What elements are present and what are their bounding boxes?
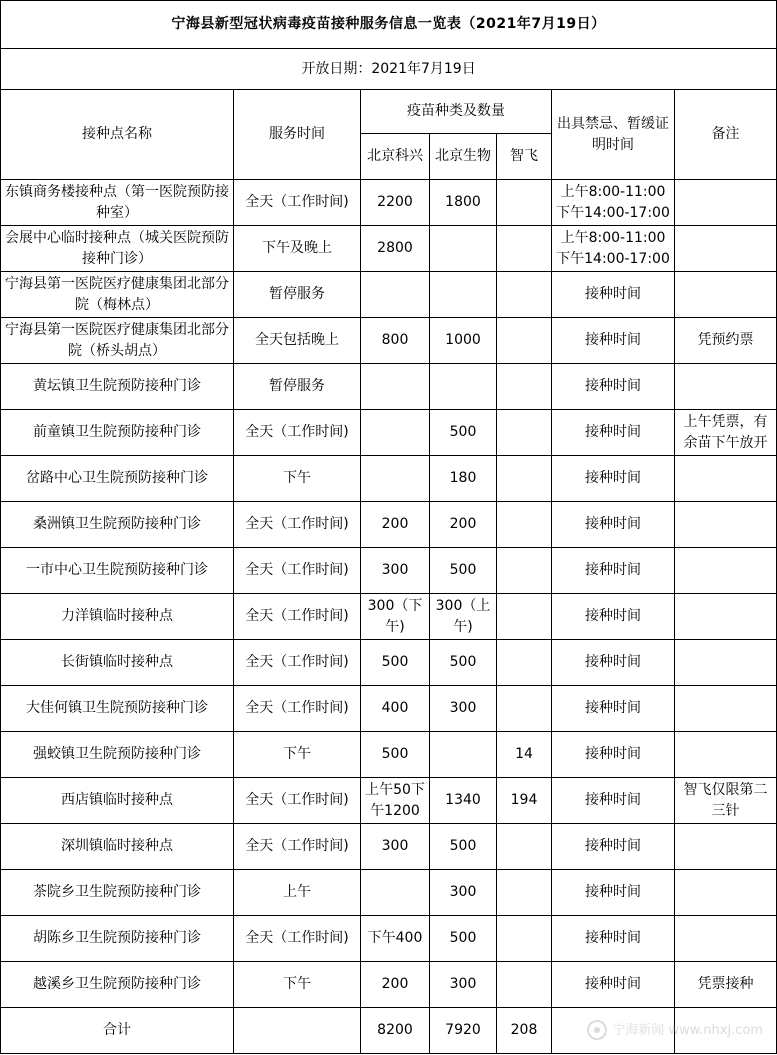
- shengwu-quantity-cell: 500: [430, 640, 497, 686]
- note-cell: [675, 272, 777, 318]
- page-title: 宁海县新型冠状病毒疫苗接种服务信息一览表（2021年7月19日）: [1, 1, 777, 49]
- note-cell: [675, 686, 777, 732]
- header-service-time: 服务时间: [234, 90, 361, 180]
- zhifei-quantity-cell: [497, 272, 552, 318]
- zhifei-quantity-cell: [497, 686, 552, 732]
- table-row: [1, 732, 777, 778]
- site-name-cell: 会展中心临时接种点（城关医院预防接种门诊）: [1, 226, 234, 272]
- site-name-cell: 大佳何镇卫生院预防接种门诊: [1, 686, 234, 732]
- shengwu-quantity-cell: 300: [430, 870, 497, 916]
- shengwu-quantity-cell: [430, 272, 497, 318]
- note-cell: [675, 226, 777, 272]
- note-cell: 凭预约票: [675, 318, 777, 364]
- table-row: [1, 548, 777, 594]
- note-cell: [675, 732, 777, 778]
- service-time-cell: 全天包括晚上: [234, 318, 361, 364]
- total-kexing-cell: 8200: [361, 1008, 430, 1054]
- certificate-time-cell: 接种时间: [552, 686, 675, 732]
- table-row: [1, 364, 777, 410]
- header-vaccine-group: 疫苗种类及数量: [361, 90, 552, 134]
- kexing-quantity-cell: 500: [361, 732, 430, 778]
- site-name-cell: 前童镇卫生院预防接种门诊: [1, 410, 234, 456]
- certificate-time-cell: 接种时间: [552, 962, 675, 1008]
- kexing-quantity-cell: 500: [361, 640, 430, 686]
- site-name-cell: 宁海县第一医院医疗健康集团北部分院（梅林点）: [1, 272, 234, 318]
- site-name-cell: 东镇商务楼接种点（第一医院预防接种室）: [1, 180, 234, 226]
- site-name-cell: 一市中心卫生院预防接种门诊: [1, 548, 234, 594]
- service-time-cell: 全天（工作时间): [234, 594, 361, 640]
- kexing-quantity-cell: 200: [361, 502, 430, 548]
- zhifei-quantity-cell: [497, 824, 552, 870]
- table-row: [1, 180, 777, 226]
- note-cell: [675, 870, 777, 916]
- site-name-cell: 力洋镇临时接种点: [1, 594, 234, 640]
- table-row: [1, 318, 777, 364]
- service-time-cell: 全天（工作时间): [234, 824, 361, 870]
- note-cell: [675, 824, 777, 870]
- header-kexing: 北京科兴: [361, 134, 430, 180]
- note-cell: [675, 594, 777, 640]
- watermark-logo-icon: [586, 1019, 608, 1041]
- header-shengwu: 北京生物: [430, 134, 497, 180]
- service-time-cell: 暂停服务: [234, 272, 361, 318]
- shengwu-quantity-cell: 300: [430, 686, 497, 732]
- kexing-quantity-cell: 800: [361, 318, 430, 364]
- certificate-time-cell: 接种时间: [552, 870, 675, 916]
- note-cell: [675, 180, 777, 226]
- table-row: [1, 226, 777, 272]
- total-label-cell: 合计: [1, 1008, 234, 1054]
- note-cell: [675, 916, 777, 962]
- certificate-time-cell: 上午8:00-11:00下午14:00-17:00: [552, 180, 675, 226]
- note-cell: [675, 456, 777, 502]
- shengwu-quantity-cell: 1340: [430, 778, 497, 824]
- table-row: [1, 410, 777, 456]
- site-name-cell: 宁海县第一医院医疗健康集团北部分院（桥头胡点）: [1, 318, 234, 364]
- header-certificate-time: 出具禁忌、暂缓证明时间: [552, 90, 675, 180]
- kexing-quantity-cell: 2800: [361, 226, 430, 272]
- service-time-cell: 全天（工作时间): [234, 778, 361, 824]
- shengwu-quantity-cell: 1000: [430, 318, 497, 364]
- zhifei-quantity-cell: [497, 640, 552, 686]
- kexing-quantity-cell: [361, 272, 430, 318]
- shengwu-quantity-cell: [430, 364, 497, 410]
- shengwu-quantity-cell: 300: [430, 962, 497, 1008]
- table-row: [1, 594, 777, 640]
- site-name-cell: 长街镇临时接种点: [1, 640, 234, 686]
- service-time-cell: 下午: [234, 962, 361, 1008]
- zhifei-quantity-cell: 14: [497, 732, 552, 778]
- service-time-cell: 下午: [234, 456, 361, 502]
- table-row: [1, 824, 777, 870]
- certificate-time-cell: 接种时间: [552, 364, 675, 410]
- total-empty-cell: [234, 1008, 361, 1054]
- note-cell: 上午凭票，有余苗下午放开: [675, 410, 777, 456]
- service-time-cell: 全天（工作时间): [234, 548, 361, 594]
- service-time-cell: 全天（工作时间): [234, 502, 361, 548]
- zhifei-quantity-cell: [497, 594, 552, 640]
- zhifei-quantity-cell: [497, 410, 552, 456]
- kexing-quantity-cell: 下午400: [361, 916, 430, 962]
- service-time-cell: 全天（工作时间): [234, 180, 361, 226]
- service-time-cell: 全天（工作时间): [234, 640, 361, 686]
- zhifei-quantity-cell: [497, 226, 552, 272]
- table-row: [1, 962, 777, 1008]
- shengwu-quantity-cell: 500: [430, 548, 497, 594]
- zhifei-quantity-cell: [497, 180, 552, 226]
- shengwu-quantity-cell: 300（上午): [430, 594, 497, 640]
- header-site-name: 接种点名称: [1, 90, 234, 180]
- certificate-time-cell: 接种时间: [552, 272, 675, 318]
- service-time-cell: 全天（工作时间): [234, 916, 361, 962]
- service-time-cell: 暂停服务: [234, 364, 361, 410]
- header-zhifei: 智飞: [497, 134, 552, 180]
- kexing-quantity-cell: 上午50下午1200: [361, 778, 430, 824]
- certificate-time-cell: 接种时间: [552, 548, 675, 594]
- shengwu-quantity-cell: [430, 226, 497, 272]
- note-cell: [675, 548, 777, 594]
- service-time-cell: 下午及晚上: [234, 226, 361, 272]
- note-cell: 凭票接种: [675, 962, 777, 1008]
- shengwu-quantity-cell: 500: [430, 916, 497, 962]
- site-name-cell: 岔路中心卫生院预防接种门诊: [1, 456, 234, 502]
- site-name-cell: 深圳镇临时接种点: [1, 824, 234, 870]
- kexing-quantity-cell: 2200: [361, 180, 430, 226]
- site-name-cell: 越溪乡卫生院预防接种门诊: [1, 962, 234, 1008]
- service-time-cell: 上午: [234, 870, 361, 916]
- service-time-cell: 下午: [234, 732, 361, 778]
- certificate-time-cell: 接种时间: [552, 732, 675, 778]
- kexing-quantity-cell: [361, 410, 430, 456]
- watermark: [586, 1019, 763, 1042]
- kexing-quantity-cell: 400: [361, 686, 430, 732]
- service-time-cell: 全天（工作时间): [234, 686, 361, 732]
- kexing-quantity-cell: 300: [361, 548, 430, 594]
- zhifei-quantity-cell: [497, 318, 552, 364]
- certificate-time-cell: 接种时间: [552, 640, 675, 686]
- zhifei-quantity-cell: [497, 456, 552, 502]
- open-date: 开放日期：2021年7月19日: [1, 49, 777, 90]
- zhifei-quantity-cell: 194: [497, 778, 552, 824]
- note-cell: [675, 640, 777, 686]
- note-cell: 智飞仅限第二三针: [675, 778, 777, 824]
- table-row: [1, 456, 777, 502]
- kexing-quantity-cell: [361, 456, 430, 502]
- certificate-time-cell: 接种时间: [552, 410, 675, 456]
- shengwu-quantity-cell: 1800: [430, 180, 497, 226]
- table-row: [1, 686, 777, 732]
- note-cell: [675, 502, 777, 548]
- certificate-time-cell: 接种时间: [552, 318, 675, 364]
- site-name-cell: 强蛟镇卫生院预防接种门诊: [1, 732, 234, 778]
- shengwu-quantity-cell: 500: [430, 410, 497, 456]
- certificate-time-cell: 接种时间: [552, 916, 675, 962]
- kexing-quantity-cell: 300: [361, 824, 430, 870]
- zhifei-quantity-cell: [497, 916, 552, 962]
- kexing-quantity-cell: 300（下午): [361, 594, 430, 640]
- shengwu-quantity-cell: 500: [430, 824, 497, 870]
- site-name-cell: 胡陈乡卫生院预防接种门诊: [1, 916, 234, 962]
- header-note: 备注: [675, 90, 777, 180]
- certificate-time-cell: 接种时间: [552, 824, 675, 870]
- certificate-time-cell: 接种时间: [552, 778, 675, 824]
- site-name-cell: 桑洲镇卫生院预防接种门诊: [1, 502, 234, 548]
- shengwu-quantity-cell: 200: [430, 502, 497, 548]
- table-row: [1, 640, 777, 686]
- certificate-time-cell: 上午8:00-11:00下午14:00-17:00: [552, 226, 675, 272]
- total-zhifei-cell: 208: [497, 1008, 552, 1054]
- zhifei-quantity-cell: [497, 364, 552, 410]
- certificate-time-cell: 接种时间: [552, 502, 675, 548]
- shengwu-quantity-cell: [430, 732, 497, 778]
- zhifei-quantity-cell: [497, 870, 552, 916]
- watermark-text: 宁海新闻 www.nhxj.com: [612, 1022, 763, 1038]
- table-row: [1, 870, 777, 916]
- total-shengwu-cell: 7920: [430, 1008, 497, 1054]
- kexing-quantity-cell: [361, 364, 430, 410]
- note-cell: [675, 364, 777, 410]
- site-name-cell: 黄坛镇卫生院预防接种门诊: [1, 364, 234, 410]
- table-row: [1, 502, 777, 548]
- kexing-quantity-cell: 200: [361, 962, 430, 1008]
- service-time-cell: 全天（工作时间): [234, 410, 361, 456]
- certificate-time-cell: 接种时间: [552, 594, 675, 640]
- zhifei-quantity-cell: [497, 548, 552, 594]
- site-name-cell: 西店镇临时接种点: [1, 778, 234, 824]
- certificate-time-cell: 接种时间: [552, 456, 675, 502]
- shengwu-quantity-cell: 180: [430, 456, 497, 502]
- site-name-cell: 茶院乡卫生院预防接种门诊: [1, 870, 234, 916]
- table-row: [1, 916, 777, 962]
- zhifei-quantity-cell: [497, 502, 552, 548]
- kexing-quantity-cell: [361, 870, 430, 916]
- table-row: [1, 272, 777, 318]
- table-row: [1, 778, 777, 824]
- zhifei-quantity-cell: [497, 962, 552, 1008]
